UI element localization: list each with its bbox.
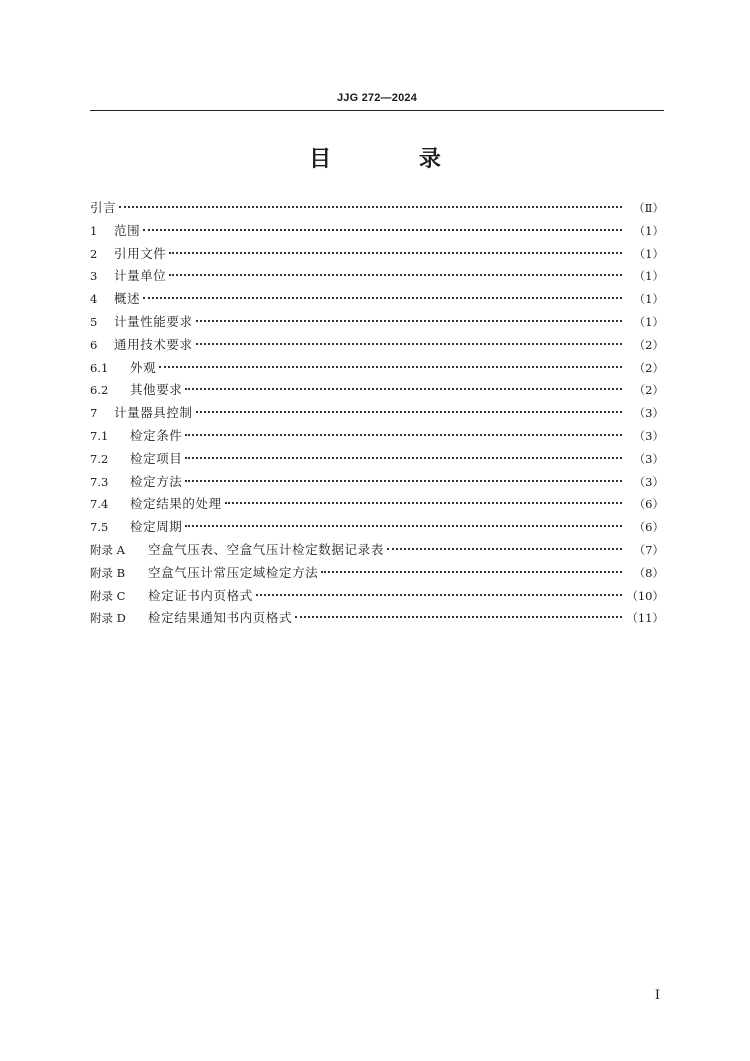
dot-leader [196, 320, 622, 322]
toc-entry-page: （6） [633, 497, 664, 512]
toc-entry[interactable] [90, 493, 664, 516]
toc-entry-page: （2） [633, 383, 664, 398]
toc-entry-title: 计量器具控制 [114, 405, 193, 421]
toc-entry-number: 7.3 [90, 474, 109, 489]
toc-entry-number: 3 [90, 269, 98, 284]
toc-entry[interactable] [90, 471, 664, 494]
toc-entry-page: （3） [633, 474, 664, 489]
toc-entry-page: （Ⅱ） [633, 201, 664, 215]
toc-entry[interactable] [90, 448, 664, 471]
toc-entry-title: 检定项目 [130, 450, 183, 466]
toc-entry-title: 范围 [114, 222, 141, 238]
toc-entry[interactable] [90, 379, 664, 402]
toc-list [90, 197, 664, 630]
dot-leader [321, 571, 622, 573]
toc-entry-page: （3） [633, 428, 664, 443]
standard-code: JJG 272—2024 [336, 92, 418, 104]
dot-leader [185, 480, 622, 482]
toc-title: 目 录 [309, 147, 481, 172]
dot-leader [143, 297, 622, 299]
toc-entry[interactable] [90, 539, 664, 562]
dot-leader [159, 366, 622, 368]
toc-entry-number: 7.5 [90, 520, 109, 535]
page-header [90, 90, 664, 111]
toc-entry-title: 空盒气压计常压定域检定方法 [148, 564, 319, 580]
toc-entry-page: （2） [633, 337, 664, 352]
dot-leader [119, 206, 622, 208]
toc-entry[interactable] [90, 197, 664, 220]
toc-entry[interactable] [90, 585, 664, 608]
toc-entry-number: 附录 A [90, 542, 125, 557]
dot-leader [185, 457, 622, 459]
toc-entry-title: 检定周期 [130, 519, 183, 535]
dot-leader [196, 343, 622, 345]
toc-entry-title: 计量性能要求 [114, 313, 193, 329]
toc-entry-title: 其他要求 [130, 382, 183, 398]
toc-entry-number: 6 [90, 337, 98, 352]
toc-entry-page: （1） [633, 223, 664, 238]
toc-entry-page: （3） [633, 406, 664, 421]
dot-leader [295, 616, 622, 618]
toc-entry-page: （10） [626, 588, 664, 603]
toc-entry[interactable] [90, 425, 664, 448]
toc-entry[interactable] [90, 220, 664, 243]
dot-leader [185, 434, 622, 436]
toc-entry-page: （3） [633, 451, 664, 466]
toc-entry[interactable] [90, 243, 664, 266]
toc-entry-page: （11） [626, 611, 664, 626]
toc-entry[interactable] [90, 288, 664, 311]
dot-leader [256, 594, 622, 596]
toc-entry-number: 7 [90, 406, 98, 421]
toc-entry-number: 5 [90, 314, 98, 329]
dot-leader [185, 525, 622, 527]
dot-leader [143, 229, 622, 231]
toc-entry[interactable] [90, 265, 664, 288]
toc-entry-number: 附录 B [90, 565, 126, 580]
toc-entry-title: 空盒气压表、空盒气压计检定数据记录表 [148, 541, 384, 557]
toc-entry[interactable] [90, 311, 664, 334]
dot-leader [169, 252, 622, 254]
toc-entry-page: （7） [633, 542, 664, 557]
toc-entry-number: 7.1 [90, 428, 109, 443]
toc-entry-title: 计量单位 [114, 268, 167, 284]
toc-entry-page: （6） [633, 520, 664, 535]
toc-entry-title: 概述 [114, 291, 141, 307]
page-number: I [654, 988, 660, 1003]
toc-entry-page: （8） [633, 565, 664, 580]
toc-entry-page: （1） [633, 246, 664, 261]
dot-leader [185, 388, 622, 390]
toc-entry[interactable] [90, 402, 664, 425]
toc-entry[interactable] [90, 516, 664, 539]
toc-entry-number: 6.2 [90, 383, 109, 398]
dot-leader [169, 274, 622, 276]
dot-leader [387, 548, 622, 550]
toc-entry-number: 1 [90, 223, 98, 238]
toc-entry-number: 7.4 [90, 497, 109, 512]
toc-entry-title: 检定结果通知书内页格式 [148, 610, 293, 626]
toc-entry-number: 4 [90, 292, 98, 307]
toc-entry[interactable] [90, 562, 664, 585]
toc-entry-number: 6.1 [90, 360, 109, 375]
toc-entry-page: （2） [633, 360, 664, 375]
dot-leader [196, 411, 622, 413]
toc-entry-number: 7.2 [90, 451, 109, 466]
toc-entry-number: 附录 C [90, 588, 126, 603]
toc-entry-page: （1） [633, 314, 664, 329]
toc-entry-number: 附录 D [90, 611, 126, 626]
toc-entry-title: 检定方法 [130, 473, 183, 489]
dot-leader [225, 502, 622, 504]
toc-entry-title: 引言 [90, 200, 117, 215]
toc-entry-title: 引用文件 [114, 245, 167, 261]
toc-entry-page: （1） [633, 292, 664, 307]
toc-entry[interactable] [90, 334, 664, 357]
toc-entry[interactable] [90, 607, 664, 630]
toc-entry-title: 检定证书内页格式 [148, 587, 253, 603]
toc-entry-title: 检定结果的处理 [130, 496, 222, 512]
toc-entry-page: （1） [633, 269, 664, 284]
toc-entry-number: 2 [90, 246, 98, 261]
toc-entry-title: 外观 [130, 359, 157, 375]
toc-entry[interactable] [90, 357, 664, 380]
toc-entry-title: 检定条件 [130, 427, 183, 443]
toc-entry-title: 通用技术要求 [114, 336, 193, 352]
